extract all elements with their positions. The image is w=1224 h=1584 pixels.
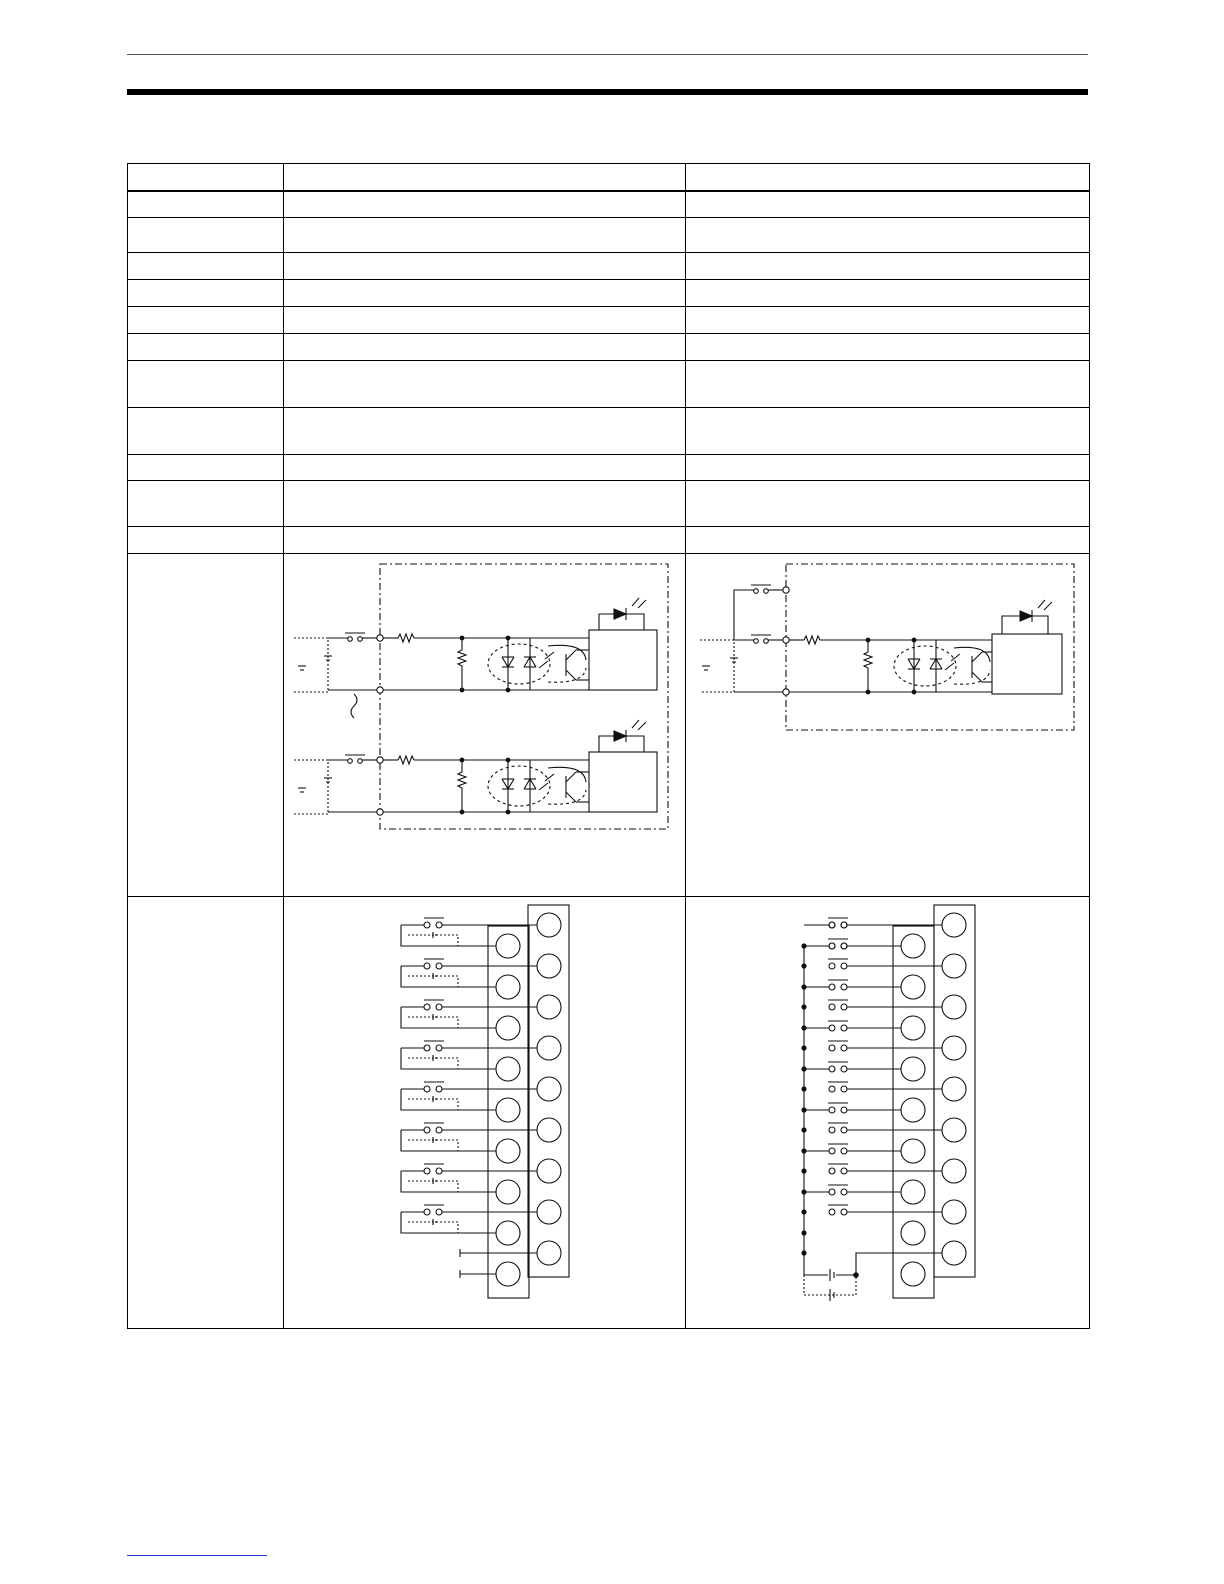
row-value-right (686, 252, 1090, 279)
row-value-left (284, 480, 686, 526)
header-rule (127, 89, 1088, 95)
row-label (128, 480, 284, 526)
table-row (128, 191, 1090, 217)
row-label (128, 191, 284, 217)
table-row (128, 407, 1090, 454)
table-row (128, 360, 1090, 407)
row-value-right (686, 333, 1090, 360)
header-hairline (127, 54, 1088, 55)
row-value-left (284, 279, 686, 306)
circuit-row (128, 553, 1090, 896)
terminal-diagram-right (686, 897, 1088, 1327)
row-value-left (284, 454, 686, 480)
table-header-row (128, 164, 1090, 192)
row-value-left (284, 526, 686, 553)
footer-link-underline[interactable] (127, 1555, 267, 1556)
row-value-left (284, 306, 686, 333)
row-value-right (686, 191, 1090, 217)
col-header-model-2 (686, 164, 1090, 192)
row-label (128, 360, 284, 407)
table-row (128, 217, 1090, 252)
row-label (128, 333, 284, 360)
row-value-right (686, 360, 1090, 407)
row-value-right (686, 279, 1090, 306)
terminal-row (128, 896, 1090, 1328)
terminal-cell-right (686, 896, 1090, 1328)
row-label (128, 279, 284, 306)
row-value-right (686, 217, 1090, 252)
row-label (128, 526, 284, 553)
row-value-right (686, 454, 1090, 480)
col-header-item (128, 164, 284, 192)
circuit-diagram-left (284, 554, 684, 894)
row-label (128, 217, 284, 252)
row-value-left (284, 217, 686, 252)
terminal-diagram-left (284, 897, 684, 1307)
circuit-diagram-right (686, 554, 1088, 894)
row-value-right (686, 306, 1090, 333)
row-label (128, 306, 284, 333)
spec-table (127, 163, 1090, 1329)
circuit-cell-right (686, 553, 1090, 896)
row-label (128, 454, 284, 480)
table-row (128, 333, 1090, 360)
table-row (128, 480, 1090, 526)
row-value-right (686, 526, 1090, 553)
terminal-cell-left (284, 896, 686, 1328)
terminal-row-label (128, 896, 284, 1328)
circuit-cell-left (284, 553, 686, 896)
row-value-right (686, 480, 1090, 526)
row-value-right (686, 407, 1090, 454)
table-row (128, 306, 1090, 333)
row-value-left (284, 191, 686, 217)
table-row (128, 279, 1090, 306)
row-label (128, 252, 284, 279)
table-row (128, 252, 1090, 279)
table-row (128, 526, 1090, 553)
row-value-left (284, 333, 686, 360)
row-value-left (284, 252, 686, 279)
col-header-model-1 (284, 164, 686, 192)
row-label (128, 407, 284, 454)
row-value-left (284, 360, 686, 407)
table-row (128, 454, 1090, 480)
row-value-left (284, 407, 686, 454)
circuit-row-label (128, 553, 284, 896)
